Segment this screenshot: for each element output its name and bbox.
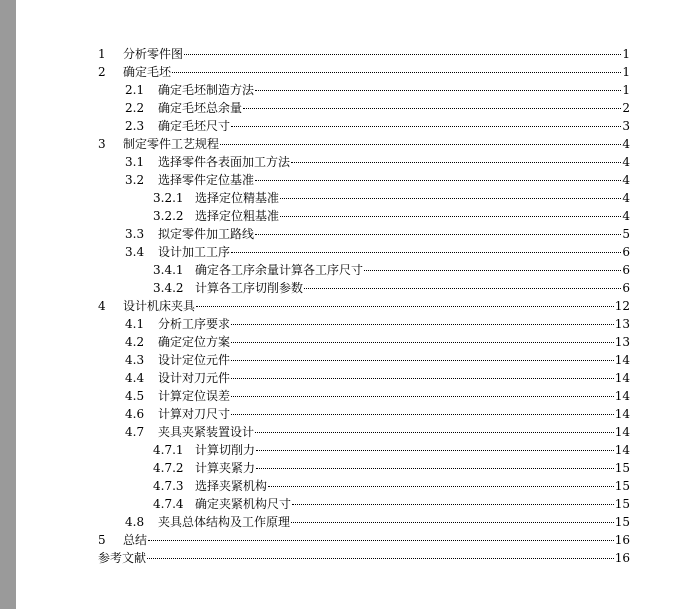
toc-entry-label: [125, 153, 290, 171]
toc-entry-title: 计算夹紧力: [195, 461, 256, 475]
toc-entry[interactable]: [98, 189, 630, 207]
toc-entry-title: 夹具总体结构及工作原理: [158, 515, 291, 529]
toc-entry-number: 4.7: [125, 425, 145, 439]
toc-entry[interactable]: [98, 207, 630, 225]
toc-entry-title: 选择零件各表面加工方法: [158, 155, 291, 169]
toc-entry-page: 6: [622, 245, 630, 259]
toc-entry-label: [153, 207, 279, 225]
toc-entry-label: [153, 459, 255, 477]
toc-entry-page: 2: [622, 101, 630, 115]
toc-entry-label: [153, 477, 267, 495]
toc-entry-page: 14: [614, 425, 630, 439]
toc-entry[interactable]: [98, 387, 630, 405]
toc-entry-label: [125, 117, 230, 135]
toc-entry-label: [98, 531, 147, 549]
toc-entry-title: 拟定零件加工路线: [158, 227, 255, 241]
toc-entry-title: 计算对刀尺寸: [158, 407, 231, 421]
toc-dot-leader: [256, 468, 614, 469]
toc-entry[interactable]: [98, 513, 630, 531]
toc-entry-number: 4.8: [125, 515, 145, 529]
toc-entry-number: 5: [98, 533, 106, 547]
toc-entry-page: 13: [614, 317, 630, 331]
toc-entry-label: [125, 243, 230, 261]
toc-entry-label: [125, 333, 230, 351]
toc-entry-title: 计算各工序切削参数: [195, 281, 304, 295]
toc-entry-number: 4.7.3: [153, 479, 184, 493]
toc-entry-title: 选择定位粗基准: [195, 209, 280, 223]
toc-entry[interactable]: [98, 333, 630, 351]
toc-dot-leader: [255, 234, 621, 235]
toc-entry-page: 5: [622, 227, 630, 241]
toc-dot-leader: [231, 252, 621, 253]
toc-entry-page: 6: [622, 263, 630, 277]
toc-entry-number: 2: [98, 65, 106, 79]
toc-entry-title: 设计机床夹具: [123, 299, 196, 313]
toc-entry[interactable]: [98, 297, 630, 315]
toc-entry-label: [125, 423, 254, 441]
toc-entry-number: 4.7.4: [153, 497, 184, 511]
toc-entry-page: 14: [614, 389, 630, 403]
toc-entry-page: 14: [614, 371, 630, 385]
toc-entry-label: [125, 405, 230, 423]
toc-dot-leader: [231, 324, 614, 325]
toc-entry-number: 4.3: [125, 353, 145, 367]
toc-dot-leader: [280, 216, 621, 217]
toc-entry-title: 参考文献: [98, 551, 147, 565]
table-of-contents: [98, 45, 630, 567]
toc-entry-label: [98, 549, 146, 567]
toc-entry[interactable]: [98, 99, 630, 117]
toc-entry[interactable]: [98, 495, 630, 513]
toc-entry-title: 总结: [123, 533, 148, 547]
toc-entry-page: 1: [622, 47, 630, 61]
toc-entry-label: [98, 135, 219, 153]
toc-entry-number: 4.4: [125, 371, 145, 385]
toc-entry-number: 4.7.1: [153, 443, 184, 457]
toc-entry[interactable]: [98, 549, 630, 567]
toc-dot-leader: [231, 396, 614, 397]
toc-entry-number: 1: [98, 47, 106, 61]
toc-dot-leader: [291, 522, 614, 523]
toc-entry-number: 3.2.1: [153, 191, 184, 205]
toc-entry[interactable]: [98, 117, 630, 135]
toc-entry-title: 计算定位误差: [158, 389, 231, 403]
toc-entry-number: 4.2: [125, 335, 145, 349]
toc-entry-page: 13: [614, 335, 630, 349]
toc-entry-label: [153, 495, 291, 513]
toc-entry[interactable]: [98, 135, 630, 153]
toc-entry-label: [153, 441, 255, 459]
toc-entry-label: [125, 225, 254, 243]
toc-dot-leader: [231, 360, 614, 361]
toc-entry-label: [125, 369, 230, 387]
toc-entry-title: 确定定位方案: [158, 335, 231, 349]
toc-dot-leader: [255, 432, 614, 433]
toc-entry[interactable]: [98, 81, 630, 99]
toc-entry[interactable]: [98, 405, 630, 423]
toc-entry-page: 4: [622, 173, 630, 187]
left-scroll-gutter: [0, 0, 16, 609]
toc-entry[interactable]: [98, 369, 630, 387]
toc-entry-title: 分析工序要求: [158, 317, 231, 331]
toc-entry-number: 3.1: [125, 155, 145, 169]
toc-entry-number: 3.2.2: [153, 209, 184, 223]
toc-entry-page: 16: [614, 533, 630, 547]
toc-entry-title: 设计加工工序: [158, 245, 231, 259]
toc-dot-leader: [292, 504, 614, 505]
toc-entry-label: [125, 315, 230, 333]
toc-entry[interactable]: [98, 531, 630, 549]
toc-entry-label: [98, 45, 183, 63]
toc-entry-title: 确定毛坯尺寸: [158, 119, 231, 133]
toc-entry-number: 3.4: [125, 245, 145, 259]
toc-entry-label: [125, 513, 290, 531]
toc-entry-title: 选择零件定位基准: [158, 173, 255, 187]
toc-entry-title: 夹具夹紧装置设计: [158, 425, 255, 439]
toc-entry-page: 6: [622, 281, 630, 295]
toc-entry-title: 选择定位精基准: [195, 191, 280, 205]
toc-entry-number: 2.3: [125, 119, 145, 133]
toc-dot-leader: [172, 72, 621, 73]
toc-entry-title: 分析零件图: [123, 47, 184, 61]
toc-entry-page: 15: [614, 461, 630, 475]
toc-entry-title: 确定毛坯制造方法: [158, 83, 255, 97]
toc-dot-leader: [231, 126, 621, 127]
toc-entry-page: 15: [614, 515, 630, 529]
toc-entry-number: 4.6: [125, 407, 145, 421]
toc-entry[interactable]: [98, 171, 630, 189]
toc-entry-page: 12: [614, 299, 630, 313]
toc-entry-title: 选择夹紧机构: [195, 479, 268, 493]
toc-dot-leader: [255, 90, 621, 91]
toc-entry-number: 3.2: [125, 173, 145, 187]
toc-entry[interactable]: [98, 243, 630, 261]
toc-entry-number: 4.7.2: [153, 461, 184, 475]
toc-entry-title: 确定毛坯总余量: [158, 101, 243, 115]
toc-entry-page: 4: [622, 209, 630, 223]
toc-entry-label: [153, 261, 363, 279]
toc-dot-leader: [304, 288, 621, 289]
toc-dot-leader: [220, 144, 621, 145]
toc-entry-number: 3.3: [125, 227, 145, 241]
toc-dot-leader: [364, 270, 621, 271]
toc-dot-leader: [256, 450, 614, 451]
toc-dot-leader: [243, 108, 621, 109]
toc-entry-number: 2.1: [125, 83, 145, 97]
toc-entry-title: 确定各工序余量计算各工序尺寸: [195, 263, 364, 277]
toc-entry-title: 确定毛坯: [123, 65, 172, 79]
toc-entry-label: [153, 279, 303, 297]
toc-entry[interactable]: [98, 459, 630, 477]
toc-entry[interactable]: [98, 441, 630, 459]
toc-entry-page: 1: [622, 83, 630, 97]
toc-entry-label: [125, 99, 242, 117]
toc-entry[interactable]: [98, 315, 630, 333]
toc-entry-label: [125, 171, 254, 189]
toc-entry-number: 3.4.2: [153, 281, 184, 295]
toc-entry-label: [125, 351, 230, 369]
toc-dot-leader: [231, 378, 614, 379]
toc-entry[interactable]: [98, 261, 630, 279]
toc-entry-label: [125, 81, 254, 99]
toc-dot-leader: [147, 558, 614, 559]
toc-entry-page: 14: [614, 407, 630, 421]
toc-entry-page: 15: [614, 497, 630, 511]
toc-entry-label: [125, 387, 230, 405]
toc-entry-page: 14: [614, 443, 630, 457]
toc-entry-title: 计算切削力: [195, 443, 256, 457]
toc-entry[interactable]: [98, 279, 630, 297]
toc-entry[interactable]: [98, 153, 630, 171]
toc-entry-number: 3.4.1: [153, 263, 184, 277]
toc-entry-page: 1: [622, 65, 630, 79]
toc-dot-leader: [231, 414, 614, 415]
toc-entry-label: [153, 189, 279, 207]
toc-entry-page: 4: [622, 191, 630, 205]
toc-entry[interactable]: [98, 63, 630, 81]
toc-dot-leader: [280, 198, 621, 199]
toc-dot-leader: [268, 486, 614, 487]
toc-dot-leader: [196, 306, 614, 307]
toc-entry-number: 3: [98, 137, 106, 151]
toc-dot-leader: [231, 342, 614, 343]
toc-entry-number: 2.2: [125, 101, 145, 115]
toc-entry-page: 14: [614, 353, 630, 367]
toc-entry-page: 4: [622, 155, 630, 169]
toc-entry-title: 确定夹紧机构尺寸: [195, 497, 292, 511]
toc-entry-page: 15: [614, 479, 630, 493]
toc-entry-page: 4: [622, 137, 630, 151]
toc-entry-label: [98, 297, 195, 315]
toc-entry[interactable]: [98, 225, 630, 243]
toc-entry-number: 4: [98, 299, 106, 313]
toc-entry-label: [98, 63, 171, 81]
toc-entry[interactable]: [98, 45, 630, 63]
toc-entry[interactable]: [98, 423, 630, 441]
toc-entry-title: 设计定位元件: [158, 353, 231, 367]
toc-dot-leader: [184, 54, 621, 55]
toc-entry[interactable]: [98, 351, 630, 369]
toc-entry-title: 制定零件工艺规程: [123, 137, 220, 151]
toc-dot-leader: [255, 180, 621, 181]
toc-entry-page: 16: [614, 551, 630, 565]
toc-dot-leader: [148, 540, 614, 541]
toc-entry-title: 设计对刀元件: [158, 371, 231, 385]
toc-entry-number: 4.5: [125, 389, 145, 403]
toc-entry-page: 3: [622, 119, 630, 133]
toc-entry-number: 4.1: [125, 317, 145, 331]
toc-entry[interactable]: [98, 477, 630, 495]
toc-dot-leader: [291, 162, 621, 163]
